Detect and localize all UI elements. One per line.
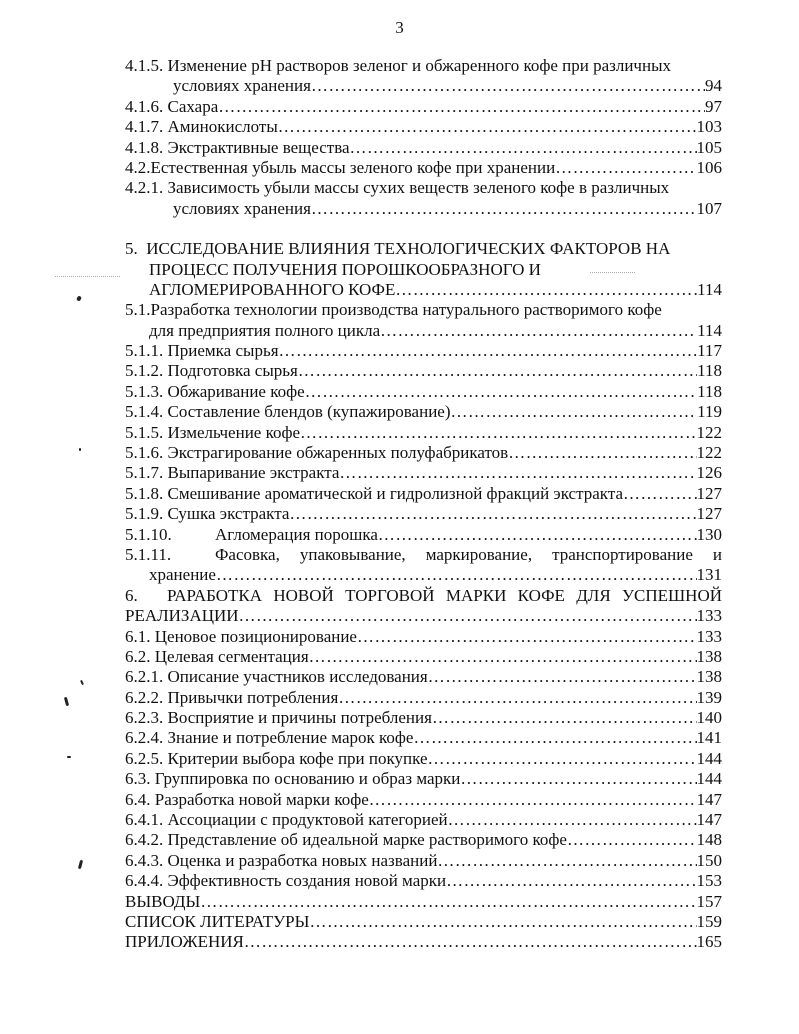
page-number: 3 <box>395 18 404 37</box>
toc-entry-6-4-3[interactable] <box>125 851 722 871</box>
toc-entry-6-3[interactable] <box>125 769 722 789</box>
leader-dots <box>395 280 697 300</box>
toc-title-cont: условиях хранения <box>173 76 311 96</box>
toc-title: Критерии выбора кофе при покупке <box>167 748 428 768</box>
toc-number: 5.1.11. <box>125 544 172 564</box>
toc-entry-4-2-1[interactable] <box>125 178 722 198</box>
toc-page: 114 <box>697 279 722 299</box>
toc-title: Смешивание ароматической и гидролизной фракций экстракта <box>167 483 623 503</box>
toc-entry-5-1-11-cont <box>125 565 722 585</box>
leader-dots <box>216 565 697 585</box>
leader-dots <box>350 138 697 158</box>
toc-entry-4-1-7[interactable] <box>125 117 722 137</box>
toc-number: 5.1.4. <box>125 402 164 422</box>
leader-dots <box>428 749 697 769</box>
toc-entry-5-1-6[interactable] <box>125 443 722 463</box>
toc-number: 6.2. <box>125 646 151 666</box>
leader-dots <box>357 627 697 647</box>
leader-dots <box>448 810 697 830</box>
toc-entry-6-2-4[interactable] <box>125 729 722 749</box>
toc-title: Изменение pH растворов зеленог и обжаренного кофе при различных <box>167 55 672 75</box>
leader-dots <box>309 912 696 932</box>
toc-title: ИССЛЕДОВАНИЕ ВЛИЯНИЯ ТЕХНОЛОГИЧЕСКИХ ФАКТОРОВ НА <box>146 239 671 259</box>
toc-page: 122 <box>696 422 722 442</box>
toc-entry-5-1-5[interactable] <box>125 423 722 443</box>
toc-entry-6-4[interactable] <box>125 790 722 810</box>
toc-page: 119 <box>697 402 722 422</box>
toc-entry-6-4-2[interactable] <box>125 830 722 850</box>
toc-entry-5-1-9[interactable] <box>125 504 722 524</box>
toc-entry-5-1-8[interactable] <box>125 484 722 504</box>
toc-title: Восприятие и причины потребления <box>167 708 432 728</box>
toc-entry-6-2-1[interactable] <box>125 667 722 687</box>
toc-page: 141 <box>696 728 722 748</box>
scan-artifact <box>55 276 120 277</box>
toc-number: 6.4.3. <box>125 850 164 870</box>
leader-dots <box>339 463 696 483</box>
toc-entry-6-2-3[interactable] <box>125 708 722 728</box>
toc-title: Представление об идеальной марке растворимого кофе <box>167 830 567 850</box>
toc-page: 117 <box>697 341 722 361</box>
toc-number: 6.1. <box>125 626 151 646</box>
toc-title: Группировка по основанию и образ марки <box>154 769 461 789</box>
leader-dots <box>623 484 697 504</box>
toc-page: 165 <box>696 932 722 952</box>
toc-number: 6.2.1. <box>125 667 164 687</box>
toc-number: 4.1.5. <box>125 55 164 75</box>
toc-entry-6-2-2[interactable] <box>125 688 722 708</box>
leader-dots <box>244 932 697 952</box>
toc-title: Агломерация порошка <box>215 524 378 544</box>
toc-title: Ассоциации с продуктовой категорией <box>167 810 448 830</box>
toc-chapter-6[interactable] <box>125 586 722 606</box>
toc-page: 157 <box>696 891 722 911</box>
toc-number: 5.1.10. <box>125 524 172 544</box>
toc-entry-appendices[interactable] <box>125 932 722 952</box>
toc-title: Сахара <box>167 96 219 116</box>
toc-entry-4-2[interactable] <box>125 158 722 178</box>
leader-dots <box>239 606 697 626</box>
toc-title: Подготовка сырья <box>167 361 298 381</box>
toc-number: 6.4. <box>125 789 151 809</box>
toc-number: 6.3. <box>125 769 151 789</box>
toc-title-cont: для предприятия полного цикла <box>149 320 381 340</box>
toc-page: 106 <box>696 157 722 177</box>
toc-chapter-5[interactable] <box>125 239 722 259</box>
toc-number: 6.4.1. <box>125 810 164 830</box>
leader-dots <box>508 443 696 463</box>
toc-entry-references[interactable] <box>125 912 722 932</box>
leader-dots <box>309 647 697 667</box>
toc-title: ВЫВОДЫ <box>125 891 201 911</box>
leader-dots <box>338 688 696 708</box>
toc-page: 130 <box>696 524 722 544</box>
toc-title: Ценовое позиционирование <box>154 626 357 646</box>
toc-number: 6.4.4. <box>125 871 164 891</box>
leader-dots <box>200 892 696 912</box>
table-of-contents <box>125 56 722 953</box>
toc-entry-5-1-4[interactable] <box>125 402 722 422</box>
toc-number: 5.1.6. <box>125 443 164 463</box>
toc-title: Выпаривание экстракта <box>167 463 340 483</box>
toc-number: 5.1.3. <box>125 381 164 401</box>
toc-page: 105 <box>696 137 722 157</box>
toc-page: 94 <box>705 76 722 96</box>
toc-number: 4.2. <box>125 157 151 177</box>
toc-number: 5. <box>125 239 138 259</box>
leader-dots <box>311 76 705 96</box>
toc-page: 127 <box>696 483 722 503</box>
scan-artifact <box>76 295 82 301</box>
toc-page: 147 <box>696 789 722 809</box>
leader-dots <box>298 361 697 381</box>
toc-number: 6.4.2. <box>125 830 164 850</box>
leader-dots <box>378 525 697 545</box>
toc-entry-5-1-1[interactable] <box>125 341 722 361</box>
toc-entry-6-4-1[interactable] <box>125 810 722 830</box>
leader-dots <box>380 321 697 341</box>
toc-number: 6.2.4. <box>125 728 164 748</box>
leader-dots <box>432 708 697 728</box>
toc-page: 126 <box>696 463 722 483</box>
toc-title: Описание участников исследования <box>167 667 428 687</box>
toc-number: 5.1.8. <box>125 483 164 503</box>
toc-entry-4-1-5-cont <box>125 76 722 96</box>
scan-artifact <box>64 697 69 706</box>
toc-number: 5.1.1. <box>125 341 164 361</box>
leader-dots <box>305 382 697 402</box>
toc-page: 139 <box>696 687 722 707</box>
toc-entry-5-1-11[interactable] <box>125 545 722 565</box>
toc-number: 4.1.7. <box>125 117 164 137</box>
toc-title: Приемка сырья <box>167 341 279 361</box>
toc-page: 133 <box>696 626 722 646</box>
toc-chapter-6-cont <box>125 606 722 626</box>
toc-page: 150 <box>696 850 722 870</box>
toc-number: 4.2.1. <box>125 178 164 198</box>
toc-chapter-5-cont1 <box>125 260 722 280</box>
toc-page: 144 <box>696 748 722 768</box>
toc-title: Оценка и разработка новых названий <box>167 850 438 870</box>
toc-page: 107 <box>696 198 722 218</box>
toc-entry-5-1-10[interactable] <box>125 525 722 545</box>
leader-dots <box>413 728 696 748</box>
toc-title: Естественная убыль массы зеленого кофе при хранении <box>150 157 556 177</box>
toc-number: 6.2.5. <box>125 748 164 768</box>
toc-number: 5.1.7. <box>125 463 164 483</box>
toc-entry-6-2[interactable] <box>125 647 722 667</box>
toc-entry-5-1[interactable] <box>125 300 722 320</box>
toc-page: 97 <box>705 96 722 116</box>
toc-title: Разработка технологии производства натурального растворимого кофе <box>150 300 662 320</box>
toc-number: 6.2.2. <box>125 687 164 707</box>
toc-page: 148 <box>696 830 722 850</box>
toc-number: 5.1.2. <box>125 361 164 381</box>
toc-page: 114 <box>697 320 722 340</box>
leader-dots <box>428 667 697 687</box>
toc-title: Фасовка, упаковывание, маркирование, транспортирование и <box>215 544 722 564</box>
toc-entry-6-1[interactable] <box>125 627 722 647</box>
scan-artifact <box>590 272 635 273</box>
toc-title: СПИСОК ЛИТЕРАТУРЫ <box>125 912 310 931</box>
toc-title: Знание и потребление марок кофе <box>167 728 414 748</box>
toc-title-cont: РЕАЛИЗАЦИИ <box>125 606 239 626</box>
toc-number: 4.1.8. <box>125 137 164 157</box>
toc-title-cont: АГЛОМЕРИРОВАННОГО КОФЕ <box>149 279 396 299</box>
toc-entry-5-1-2[interactable] <box>125 361 722 381</box>
toc-page: 140 <box>696 708 722 728</box>
scan-artifact <box>80 680 84 685</box>
leader-dots <box>278 117 697 137</box>
toc-entry-4-1-8[interactable] <box>125 138 722 158</box>
leader-dots <box>555 158 696 178</box>
toc-title: Сушка экстракта <box>167 504 290 524</box>
scan-artifact <box>78 860 83 869</box>
toc-entry-5-1-7[interactable] <box>125 463 722 483</box>
leader-dots <box>218 97 705 117</box>
toc-title: Составление блендов (купажирование) <box>167 402 451 422</box>
toc-entry-5-1-3[interactable] <box>125 382 722 402</box>
toc-title-cont: хранение <box>149 565 216 585</box>
toc-entry-6-2-5[interactable] <box>125 749 722 769</box>
leader-dots <box>279 341 698 361</box>
toc-page: 122 <box>696 443 722 463</box>
toc-page: 127 <box>696 504 722 524</box>
toc-page: 147 <box>696 810 722 830</box>
toc-number: 6.2.3. <box>125 708 164 728</box>
toc-title: Привычки потребления <box>167 687 339 707</box>
scan-artifact <box>79 448 81 451</box>
toc-entry-6-4-4[interactable] <box>125 871 722 891</box>
toc-page: 138 <box>696 667 722 687</box>
leader-dots <box>437 851 696 871</box>
leader-dots <box>451 402 698 422</box>
leader-dots <box>300 423 696 443</box>
toc-title: Зависимость убыли массы сухих веществ зеленого кофе в различных <box>167 178 670 198</box>
toc-page: 133 <box>696 606 722 626</box>
toc-number: 6. <box>125 585 138 605</box>
toc-page: 131 <box>696 565 722 585</box>
toc-entry-conclusions[interactable] <box>125 892 722 912</box>
leader-dots <box>369 790 697 810</box>
toc-title-cont: условиях хранения <box>173 198 311 218</box>
toc-entry-4-1-6[interactable] <box>125 97 722 117</box>
leader-dots <box>446 871 696 891</box>
toc-entry-4-1-5[interactable] <box>125 56 722 76</box>
toc-entry-4-2-1-cont <box>125 199 722 219</box>
toc-title: РАРАБОТКА НОВОЙ ТОРГОВОЙ МАРКИ КОФЕ ДЛЯ УСПЕШНОЙ <box>167 585 722 605</box>
toc-title: Эффективность создания новой марки <box>167 871 447 891</box>
toc-title: Экстрагирование обжаренных полуфабрикатов <box>167 443 509 463</box>
toc-entry-5-1-cont <box>125 321 722 341</box>
toc-page: 118 <box>697 381 722 401</box>
toc-title: Обжаривание кофе <box>167 381 305 401</box>
toc-number: 5.1.9. <box>125 504 164 524</box>
leader-dots <box>460 769 696 789</box>
toc-title-cont: ПРОЦЕСС ПОЛУЧЕНИЯ ПОРОШКООБРАЗНОГО И <box>149 259 541 279</box>
toc-title: Разработка новой марки кофе <box>154 789 369 809</box>
scan-artifact <box>67 756 71 758</box>
toc-title: Экстрактивные вещества <box>167 137 350 157</box>
toc-title: Аминокислоты <box>167 117 278 137</box>
leader-dots <box>311 199 697 219</box>
spacer <box>125 219 722 239</box>
toc-number: 4.1.6. <box>125 96 164 116</box>
toc-page: 138 <box>696 646 722 666</box>
toc-page: 159 <box>696 912 722 931</box>
toc-title: ПРИЛОЖЕНИЯ <box>125 932 244 952</box>
leader-dots <box>289 504 696 524</box>
toc-page: 144 <box>696 769 722 789</box>
toc-page: 118 <box>697 361 722 381</box>
leader-dots <box>567 830 697 850</box>
toc-page: 153 <box>696 871 722 891</box>
toc-title: Измельчение кофе <box>167 422 301 442</box>
toc-title: Целевая сегментация <box>154 646 309 666</box>
toc-chapter-5-cont2 <box>125 280 722 300</box>
toc-page: 103 <box>696 117 722 137</box>
toc-number: 5.1. <box>125 300 151 320</box>
toc-number: 5.1.5. <box>125 422 164 442</box>
